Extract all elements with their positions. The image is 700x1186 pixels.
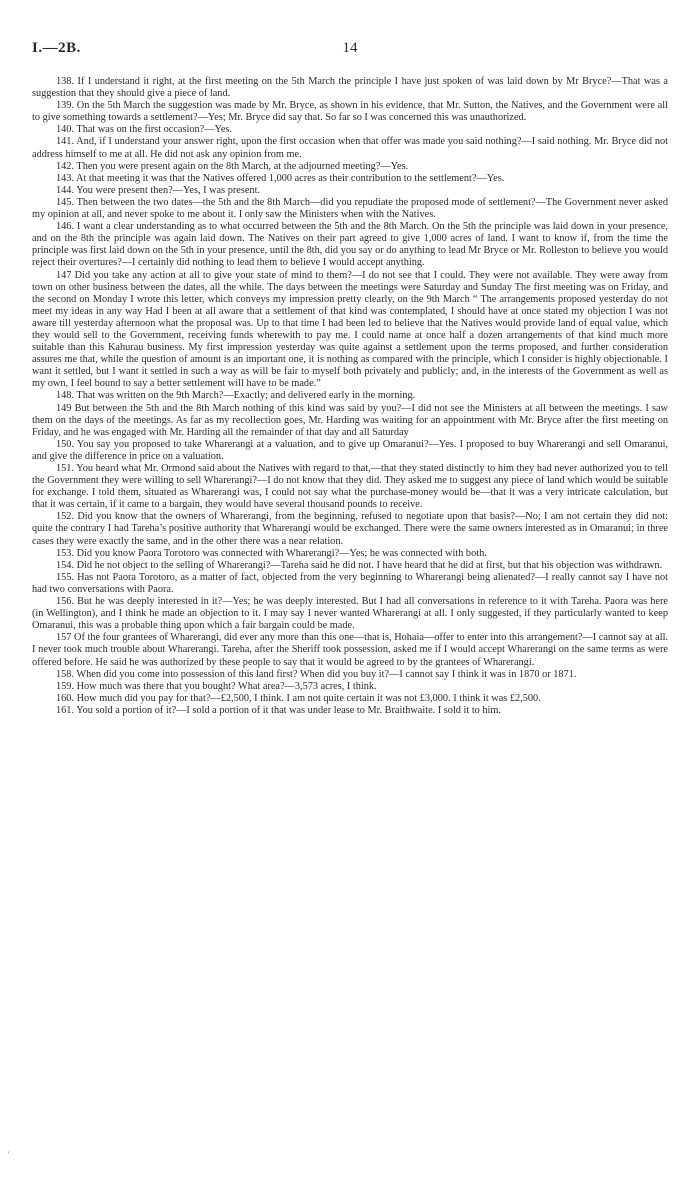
question-paragraph: 145. Then between the two dates—the 5th and the 8th March—did you repudiate the proposed mode of settlement?—The Government never asked my opinion at all, and never spoke to me about it. I only saw the Ministers when with the Natives. (32, 196, 668, 221)
document-reference: I.—2B. (32, 40, 81, 56)
question-paragraph: 138. If I understand it right, at the first meeting on the 5th March the principle I have just spoken of was laid down by Mr Bryce?—That was a suggestion that they should give a piece of land. (32, 76, 668, 100)
question-paragraph: 139. On the 5th March the suggestion was made by Mr. Bryce, as shown in his evidence, that Mr. Sutton, the Natives, and the Government were all to give something towards a settlement?—Yes; Mr. Bryce did say that. So far so I was concerned this was unauthorized. (32, 100, 668, 124)
question-paragraph: 153. Did you know Paora Torotoro was connected with Wharerangi?—Yes; he was connected with both. (56, 547, 487, 559)
question-paragraph: 154. Did he not object to the selling of Wharerangi?—Tareha said he did not. I have heard that he did at first, but that his objection was withdrawn. (56, 559, 663, 571)
question-paragraph: 146. I want a clear understanding as to what occurred between the 5th and the 8th March. On the 5th the principle was laid down in your presence, and on the 8th the principle was again laid down. The Natives on their part agreed to give 1,000 acres of land. I want to know if, from the time the principle was first laid down on the 5th in your presence, until the 8th, did you say or do anything to lead Mr Bryce or Mr. Rolleston to believe you would reject their overtures?—I certainly did nothing to lead them to believe I would accept anything. (32, 221, 668, 269)
question-paragraph: 158. When did you come into possession of this land first? When did you buy it?—I cannot say I think it was in 1870 or 1871. (56, 668, 577, 680)
question-paragraph: 150. You say you proposed to take Wharerangi at a valuation, and to give up Omaranui?—Yes. I proposed to buy Wharerangi and sell Omaranui, and give the difference in price on a valuation. (32, 438, 668, 462)
question-paragraph: 159. How much was there that you bought? What area?—3,573 acres, I think. (56, 680, 377, 692)
question-paragraph: 147 Did you take any action at all to give your state of mind to them?—I do not see that I could. They were not available. They were away from town on other business between the dates, all the while. The days between the meetings were Saturday and Sunday The first meeting was on Friday, and the second on Monday I wrote this letter, which conveys my impression pretty clearly, on the 9th March “ The arrangements proposed yesterday do not meet my ideas in any way Had I been at all aware that a settlement of that kind was contemplated, I should have at once stated my objection I was not aware till yesterday afternoon what the proposal was. Up to that time I had been led to believe that the Natives would provide land of equal value, which they would sell to the Government, receiving funds wherewith to pay me. I could name at once half a dozen arrangements of that kind much more suitable than this Kahurau business. My first impression yesterday was quite against a settlement upon the terms proposed, and further consideration assures me that, while the question of amount is an important one, it is nothing as compared with the principle, which I consider is highly objectionable. I want it settled, but I want it settled in such a way as will be fair to myself both privately and publicly; and, in the interests of the Government as well as my own, I feel bound to say a better settlement will have to be made.” (32, 269, 668, 390)
question-paragraph: 161. You sold a portion of it?—I sold a portion of it that was under lease to Mr. Braithwaite. I sold it to him. (56, 704, 502, 716)
question-paragraph: 160. How much did you pay for that?—£2,500, I think. I am not quite certain it was not £3,000. I think it was £2,500. (56, 692, 541, 704)
question-paragraph: 140. That was on the first occasion?—Yes. (56, 124, 233, 136)
question-paragraph: 144. You were present then?—Yes, I was present. (56, 184, 261, 196)
margin-mark: ' (8, 1150, 10, 1159)
page-number: 14 (342, 40, 358, 56)
question-paragraph: 148. That was written on the 9th March?—Exactly; and delivered early in the morning. (56, 390, 416, 402)
question-paragraph: 143. At that meeting it was that the Natives offered 1,000 acres as their contribution to the settlement?—Yes. (56, 172, 505, 184)
evidence-text (32, 76, 668, 717)
question-paragraph: 142. Then you were present again on the 8th March, at the adjourned meeting?—Yes. (56, 160, 409, 172)
question-paragraph: 141. And, if I understand your answer right, upon the first occasion when that offer was made you said nothing?—I said nothing. Mr. Bryce did not address himself to me at all. He did not ask any opinion from me. (32, 136, 668, 160)
question-paragraph: 151. You heard what Mr. Ormond said about the Natives with regard to that,—that they stated distinctly to him they had never authorized you to tell the Government they were willing to sell Wharerangi?—I do not know that they did. They asked me to suggest any piece of land which would be suitable for exchange. I told them, situated as Wharerangi was, I could not say what the purchase-money would be—that it was a very intricate calculation, but that it was certain, if it came to a bargain, they would have several thousand pounds to receive. (32, 463, 668, 511)
question-paragraph: 157 Of the four grantees of Wharerangi, did ever any more than this one—that is, Hohaia—offer to enter into this arrangement?—I cannot say at all. I never took much trouble about Wharerangi. Tareha, after the Sheriff took possession, asked me if I would accept Wharerangi on the same terms as were offered before. He said he was authorized by these people to say that it would be agreed to by the grantees of Wharerangi. (32, 632, 668, 668)
question-paragraph: 149 But between the 5th and the 8th March nothing of this kind was said by you?—I did not see the Ministers at all between the meetings. I saw them on the days of the meetings. As far as my recollection goes, Mr. Harding was waiting for an appointment with Mr. Bryce after the first meeting on Friday, and he was engaged with Mr. Harding all the remainder of that day and all Saturday (32, 402, 668, 438)
question-paragraph: 155. Has not Paora Torotoro, as a matter of fact, objected from the very beginning to Wharerangi being alienated?—I really cannot say I have not had two conversations with Paora. (32, 571, 668, 595)
question-paragraph: 156. But he was deeply interested in it?—Yes; he was deeply interested. But I had all conversations in reference to it with Tareha. Paora was here (in Wellington), and I think he made an objection to it. I may say I never wanted Wharerangi at all. I only suggested, if they particularly wanted to keep Omaranui, this was a probable thing upon which a fair bargain could be made. (32, 596, 668, 632)
page-header (32, 40, 668, 64)
question-paragraph: 152. Did you know that the owners of Wharerangi, from the beginning, refused to negotiate upon that basis?—No; I am not certain they did not: quite the contrary I had Tareha’s positive authority that Wharerangi would be exchanged. There were the same owners interested as in Omaranui; in three cases they were exactly the same, and in the other there was a near relation. (32, 511, 668, 547)
